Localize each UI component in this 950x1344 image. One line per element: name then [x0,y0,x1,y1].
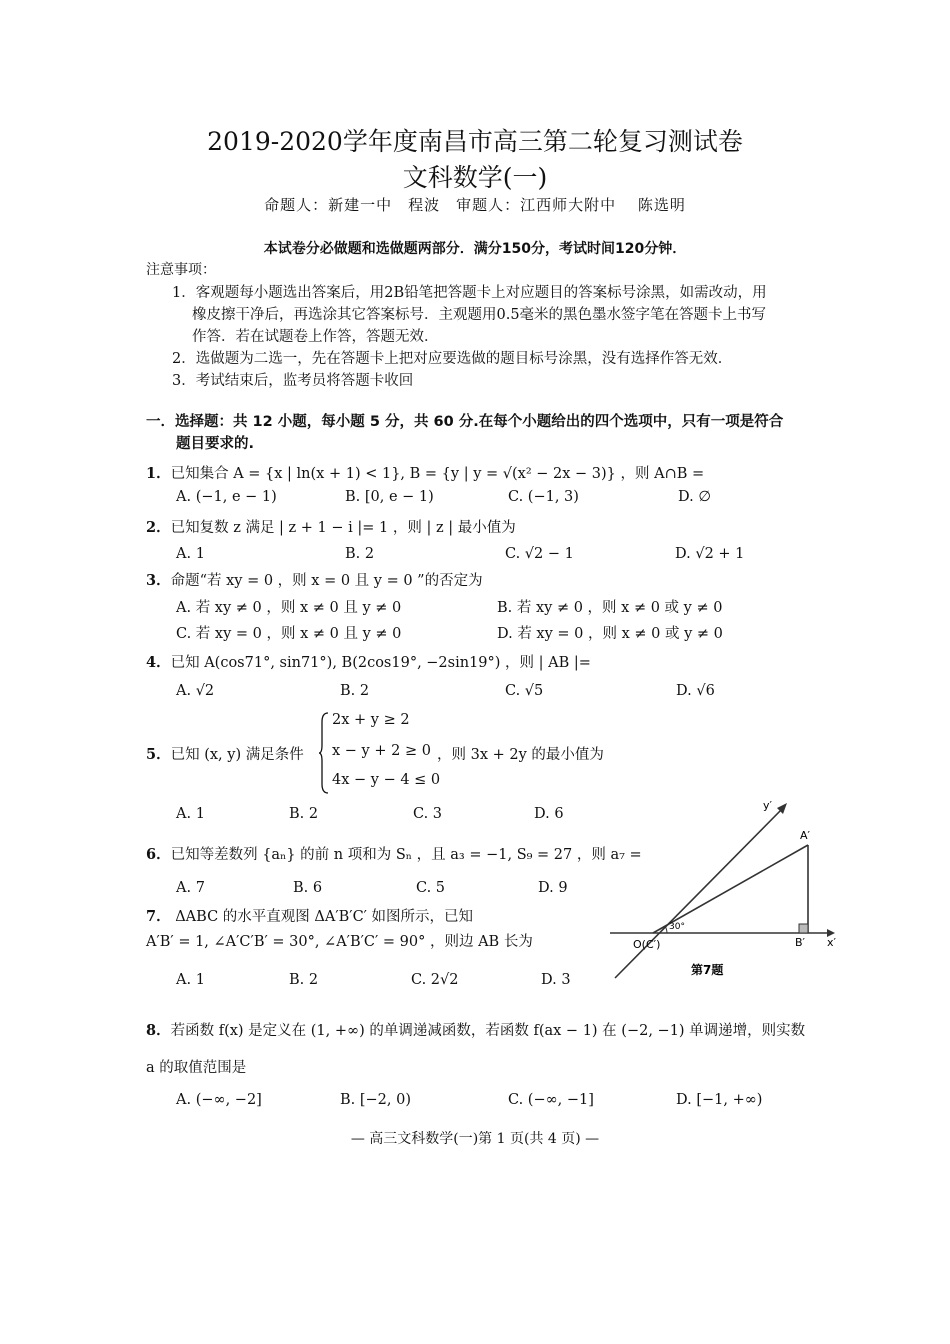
option-c: C. 若 xy = 0 ，则 x ≠ 0 且 y ≠ 0 [176,626,402,642]
option-b: B. [0, e − 1) [345,489,434,505]
question-stem: 已知 (x, y) 满足条件 [170,747,304,763]
y-axis-label: y′ [763,799,773,812]
option-a: A. 若 xy ≠ 0 ，则 x ≠ 0 且 y ≠ 0 [176,600,402,616]
question-2 [146,516,516,537]
option-c: C. 3 [413,806,443,822]
option-b: B. [−2, 0) [340,1092,412,1108]
figure-caption: 第7题 [691,963,724,977]
question-stem: 若函数 f(x) 是定义在 (1, +∞) 的单调递减函数，若函数 f(ax − 1) 在 (−2, −1) 单调递增，则实数 [170,1023,806,1039]
question-number: 1． [146,465,171,482]
option-d: D. 3 [541,972,571,988]
option-b: B. 2 [345,546,375,562]
question-number: 8． [146,1022,171,1039]
question-number: 7． [146,908,171,925]
option-c: C. (−1, 3) [508,489,579,505]
question-4 [146,651,591,672]
option-b: B. 2 [289,972,319,988]
option-c: C. 5 [416,880,446,896]
angle-arc [665,926,667,933]
question-number: 3． [146,572,171,589]
exam-authors: 命题人：新建一中 程波 审题人：江西师大附中 陈选明 [264,196,686,214]
question-stem-cont: A′B′ = 1, ∠A′C′B′ = 30°, ∠A′B′C′ = 90° ，则边 AB 长为 [146,934,533,950]
option-d: D. 6 [534,806,564,822]
point-a-label: A′ [800,829,811,842]
exam-intro: 本试卷分必做题和选做题两部分．满分150分，考试时间120分钟． [263,241,687,257]
question-1 [146,462,704,483]
question-number: 6． [146,846,171,863]
notice-item: 橡皮擦干净后，再选涂其它答案标号．主观题用0.5毫米的黑色墨水签字笔在答题卡上书写 [192,307,767,323]
option-a: A. 1 [176,972,205,988]
right-angle-mark [799,924,808,933]
option-d: D. 若 xy = 0 ，则 x ≠ 0 或 y ≠ 0 [497,626,723,642]
question-number: 5． [146,746,171,763]
option-d: D. 9 [538,880,568,896]
question-stem: 已知等差数列 {aₙ} 的前 n 项和为 Sₙ ，且 a₃ = −1, S₉ = 27 ，则 a₇ = [170,847,642,863]
exam-title: 2019-2020学年度南昌市高三第二轮复习测试卷 [207,127,743,156]
option-c: C. √5 [505,683,544,699]
option-b: B. 6 [293,880,323,896]
option-a: A. 1 [176,546,205,562]
system-brace [319,712,329,794]
option-a: A. √2 [176,683,215,699]
question-8 [146,1019,805,1040]
condition-2: x − y + 2 ≥ 0 [332,743,431,759]
notice-heading: 注意事项： [146,262,216,278]
option-a: A. 1 [176,806,205,822]
question-stem: 已知复数 z 满足 | z + 1 − i |= 1 ，则 | z | 最小值为 [170,520,516,536]
option-b: B. 若 xy ≠ 0 ，则 x ≠ 0 或 y ≠ 0 [497,600,723,616]
option-d: D. [−1, +∞) [676,1092,763,1108]
option-a: A. (−∞, −2] [176,1092,262,1108]
question-number: 2． [146,519,171,536]
option-c: C. 2√2 [411,972,459,988]
section-heading: 一．选择题：共 12 小题，每小题 5 分，共 60 分.在每个小题给出的四个选项中，只有一项是符合 [146,414,784,430]
exam-subtitle: 文科数学(一) [402,163,548,192]
point-b-label: B′ [795,936,806,949]
question-stem: ΔABC 的水平直观图 ΔA′B′C′ 如图所示，已知 [170,909,474,925]
question-stem: 命题“若 xy = 0 ，则 x = 0 且 y = 0 ”的否定为 [170,573,483,589]
option-c: C. (−∞, −1] [508,1092,594,1108]
notice-item: 作答．若在试题卷上作答，答题无效． [192,329,439,345]
section-heading-cont: 题目要求的. [176,436,255,452]
y-axis-line [615,807,784,978]
page-footer: — 高三文科数学(一)第 1 页(共 4 页) — [350,1131,600,1147]
notice-item: 3．考试结束后，监考员将答题卡收回 [172,373,414,389]
angle-label: 30° [669,922,685,932]
segment-oa [653,845,808,933]
question-5 [146,743,304,764]
option-d: D. √6 [676,683,715,699]
question-number: 4． [146,654,171,671]
question-stem: 已知 A(cos71°, sin71°), B(2cos19°, −2sin19°) ，则 | AB |= [170,655,591,671]
option-b: B. 2 [340,683,370,699]
question-stem: 已知集合 A = {x | ln(x + 1) < 1}, B = {y | y = √(x² − 2x − 3)} ，则 A∩B = [170,466,705,482]
question-3 [146,569,483,590]
notice-item: 2．选做题为二选一，先在答题卡上把对应要选做的题目标号涂黑，没有选择作答无效． [172,351,733,367]
option-b: B. 2 [289,806,319,822]
option-a: A. (−1, e − 1) [176,489,277,505]
condition-3: 4x − y − 4 ≤ 0 [332,772,441,788]
option-d: D. ∅ [678,489,711,505]
condition-1: 2x + y ≥ 2 [332,712,410,728]
question-stem-cont: a 的取值范围是 [146,1060,247,1076]
option-c: C. √2 − 1 [505,546,574,562]
figure-question-7 [605,793,850,990]
option-d: D. √2 + 1 [675,546,745,562]
question-7 [146,905,473,926]
origin-label: O(C′) [633,938,661,951]
question-6 [146,843,642,864]
x-axis-label: x′ [827,936,837,949]
question-stem-cont: ，则 3x + 2y 的最小值为 [437,747,604,763]
option-a: A. 7 [176,880,205,896]
notice-item: 1．客观题每小题选出答案后，用2B铅笔把答题卡上对应题目的答案标号涂黑，如需改动，用 [172,285,767,301]
